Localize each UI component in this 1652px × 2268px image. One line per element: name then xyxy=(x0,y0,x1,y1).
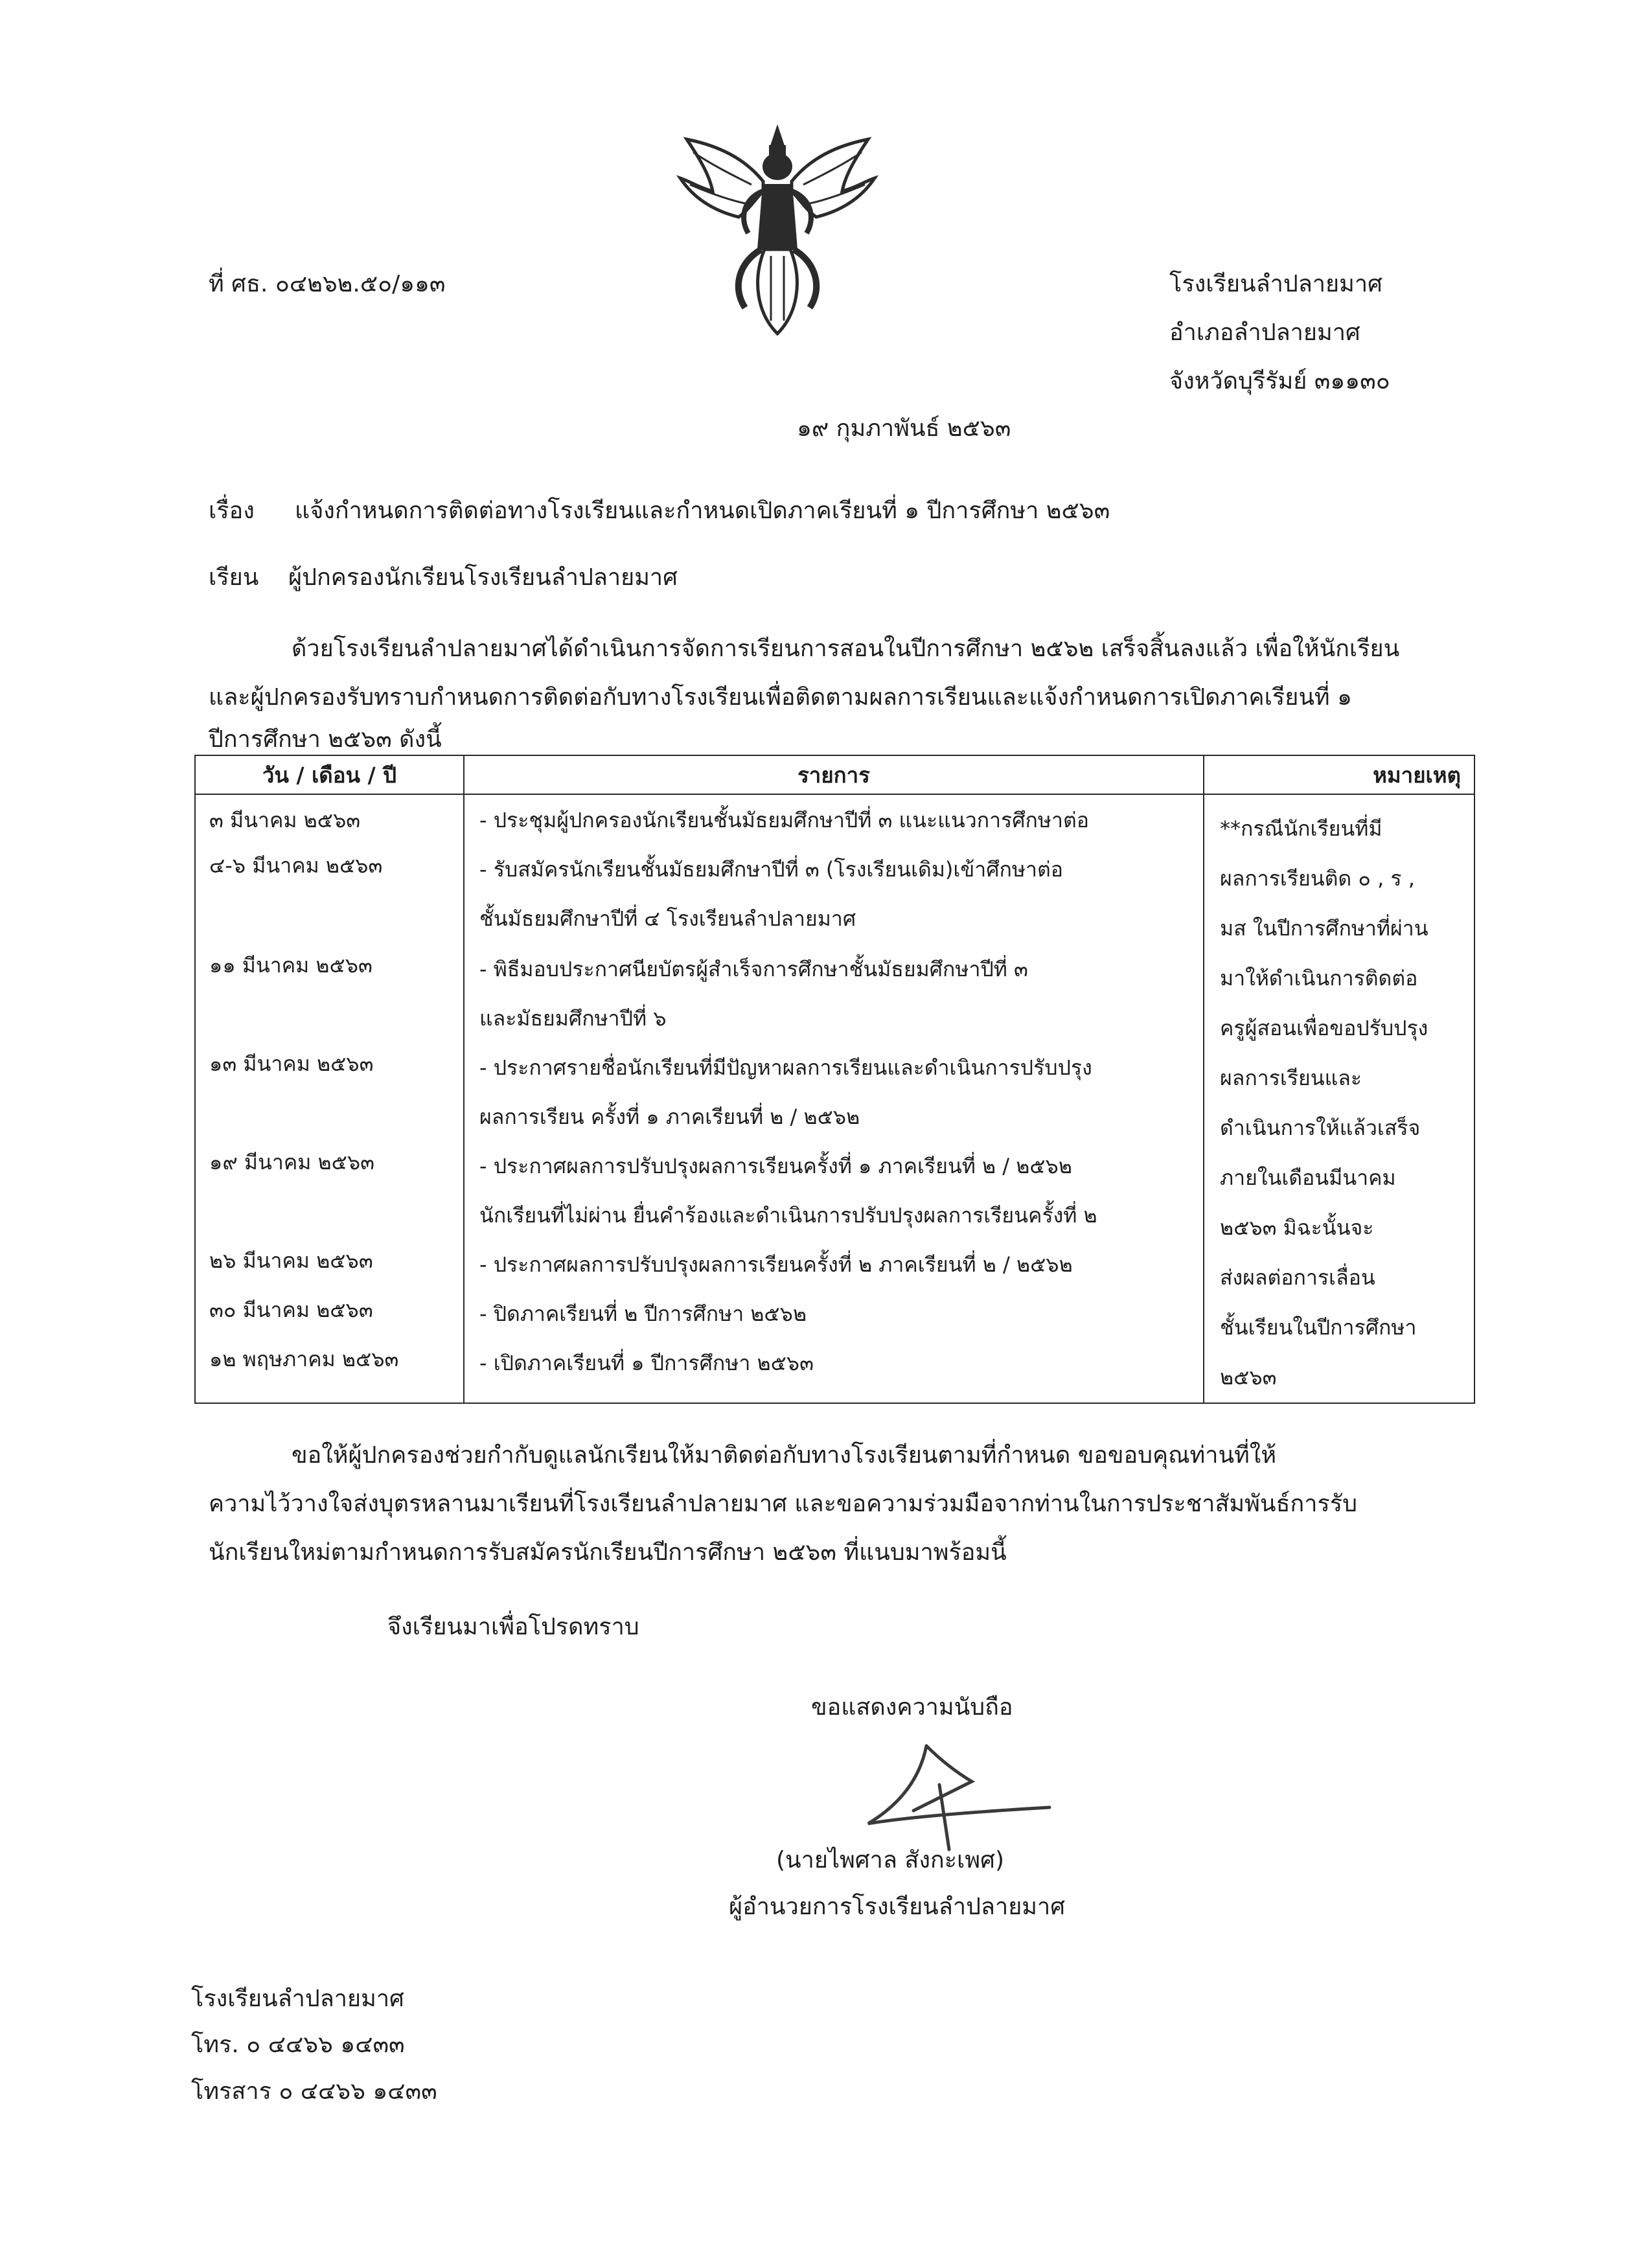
salutation-label: เรียน xyxy=(209,564,259,591)
footer-tel: โทร. ๐ ๔๔๖๖ ๑๔๓๓ xyxy=(191,2032,405,2058)
sender-district: อำเภอลำปลายมาศ xyxy=(1169,319,1360,346)
row-date: ๓ มีนาคม ๒๕๖๓ xyxy=(209,808,361,832)
row-item-text: - เปิดภาคเรียนที่ ๑ ปีการศึกษา ๒๕๖๓ xyxy=(479,1351,814,1375)
header-item: รายการ xyxy=(464,755,1204,794)
row-item-text: - ประกาศผลการปรับปรุงผลการเรียนครั้งที่ ๒ ภาคเรียนที่ ๒ / ๒๕๖๒ xyxy=(479,1252,1073,1277)
row-date: ๑๙ มีนาคม ๒๕๖๓ xyxy=(209,1150,375,1174)
header-date: วัน / เดือน / ปี xyxy=(195,755,464,794)
signer-title: ผู้อำนวยการโรงเรียนลำปลายมาศ xyxy=(729,1894,1066,1920)
row-date: ๑๑ มีนาคม ๒๕๖๓ xyxy=(209,953,373,978)
row-item-text-2: ผลการเรียน ครั้งที่ ๑ ภาคเรียนที่ ๒ / ๒๕๖๒ xyxy=(479,1105,860,1129)
remark-line: ผลการเรียนติด ๐ , ร , xyxy=(1220,866,1415,891)
row-date: ๔-๖ มีนาคม ๒๕๖๓ xyxy=(209,853,383,878)
row-item-text-2: ชั้นมัธยมศึกษาปีที่ ๔ โรงเรียนลำปลายมาศ xyxy=(479,906,856,931)
table-row xyxy=(195,794,1474,1403)
letter-date: ๑๙ กุมภาพันธ์ ๒๕๖๓ xyxy=(797,415,1011,442)
remark-line: มส ในปีการศึกษาที่ผ่าน xyxy=(1220,916,1428,941)
salutation-text: ผู้ปกครองนักเรียนโรงเรียนลำปลายมาศ xyxy=(288,564,678,591)
remark-line: ๒๕๖๓ มิฉะนั้นจะ xyxy=(1220,1215,1374,1240)
remark-line: ภายในเดือนมีนาคม xyxy=(1220,1165,1396,1190)
row-item xyxy=(465,1043,1202,1141)
row-item xyxy=(465,1240,1202,1289)
table-header-row xyxy=(195,755,1474,794)
remark-line: มาให้ดำเนินการติดต่อ xyxy=(1220,966,1418,991)
row-date: ๑๒ พฤษภาคม ๒๕๖๓ xyxy=(209,1347,399,1371)
date-column xyxy=(195,794,464,1403)
row-item xyxy=(465,1338,1202,1388)
reference-number: ที่ ศธ. ๐๔๒๖๒.๕๐/๑๑๓ xyxy=(209,271,446,297)
row-item-text-2: และมัธยมศึกษาปีที่ ๖ xyxy=(479,1006,667,1031)
footer-org: โรงเรียนลำปลายมาศ xyxy=(191,1986,404,2012)
closing-line-1: ขอให้ผู้ปกครองช่วยกำกับดูแลนักเรียนให้มาติดต่อกับทางโรงเรียนตามที่กำหนด ขอขอบคุณท่านที่ให้ xyxy=(292,1442,1277,1469)
row-item-text: - ประชุมผู้ปกครองนักเรียนชั้นมัธยมศึกษาปีที่ ๓ แนะแนวการศึกษาต่อ xyxy=(479,808,1089,832)
row-item-text: - พิธีมอบประกาศนียบัตรผู้สำเร็จการศึกษาชั้นมัธยมศึกษาปีที่ ๓ xyxy=(479,957,1028,981)
schedule-table xyxy=(194,755,1475,1404)
item-column xyxy=(464,794,1204,1403)
sender-name: โรงเรียนลำปลายมาศ xyxy=(1169,271,1382,297)
regards-text: ขอแสดงความนับถือ xyxy=(811,1694,1013,1721)
row-item xyxy=(465,945,1202,1043)
row-item xyxy=(465,845,1202,945)
sender-province: จังหวัดบุรีรัมย์ ๓๑๑๓๐ xyxy=(1169,368,1390,395)
intro-line-2: และผู้ปกครองรับทราบกำหนดการติดต่อกับทางโรงเรียนเพื่อติดตามผลการเรียนและแจ้งกำหนดการเปิดภาคเรียนที่ ๑ xyxy=(209,684,1352,711)
row-item-text: - ปิดภาคเรียนที่ ๒ ปีการศึกษา ๒๕๖๒ xyxy=(479,1301,807,1326)
row-date: ๑๓ มีนาคม ๒๕๖๓ xyxy=(209,1051,374,1076)
remark-line: ผลการเรียนและ xyxy=(1220,1066,1362,1090)
row-item-text-2: นักเรียนที่ไม่ผ่าน ยื่นคำร้องและดำเนินการปรับปรุงผลการเรียนครั้งที่ ๒ xyxy=(479,1203,1097,1228)
intro-line-1: ด้วยโรงเรียนลำปลายมาศได้ดำเนินการจัดการเรียนการสอนในปีการศึกษา ๒๕๖๒ เสร็จสิ้นลงแล้ว เพื่อให้นักเรียน xyxy=(292,636,1400,662)
intro-line-3: ปีการศึกษา ๒๕๖๓ ดังนี้ xyxy=(209,726,442,753)
header-remark: หมายเหตุ xyxy=(1204,755,1474,794)
remark-line: **กรณีนักเรียนที่มี xyxy=(1220,816,1382,841)
closing-request: จึงเรียนมาเพื่อโปรดทราบ xyxy=(387,1614,639,1640)
signer-name: (นายไพศาล สังกะเพศ) xyxy=(776,1847,1004,1873)
row-item xyxy=(465,796,1202,845)
signature-icon xyxy=(842,1739,1056,1853)
remark-line: ส่งผลต่อการเลื่อน xyxy=(1220,1265,1375,1290)
closing-line-3: นักเรียนใหม่ตามกำหนดการรับสมัครนักเรียนปีการศึกษา ๒๕๖๓ ที่แนบมาพร้อมนี้ xyxy=(209,1539,1007,1566)
row-item xyxy=(465,1289,1202,1338)
remark-line: ดำเนินการให้แล้วเสร็จ xyxy=(1220,1116,1421,1140)
closing-line-2: ความไว้วางใจส่งบุตรหลานมาเรียนที่โรงเรียนลำปลายมาศ และขอความร่วมมือจากท่านในการประชาสัมพันธ์การรับ xyxy=(209,1491,1357,1517)
row-date: ๒๖ มีนาคม ๒๕๖๓ xyxy=(209,1248,373,1273)
garuda-emblem-icon xyxy=(674,120,881,340)
subject-label: เรื่อง xyxy=(209,498,255,524)
subject-text: แจ้งกำหนดการติดต่อทางโรงเรียนและกำหนดเปิดภาคเรียนที่ ๑ ปีการศึกษา ๒๕๖๓ xyxy=(295,498,1110,524)
row-item-text: - ประกาศผลการปรับปรุงผลการเรียนครั้งที่ ๑ ภาคเรียนที่ ๒ / ๒๕๖๒ xyxy=(479,1154,1072,1178)
remark-line: ชั้นเรียนในปีการศึกษา xyxy=(1220,1315,1417,1340)
footer-fax: โทรสาร ๐ ๔๔๖๖ ๑๔๓๓ xyxy=(191,2078,437,2105)
row-date: ๓๐ มีนาคม ๒๕๖๓ xyxy=(209,1298,373,1322)
remark-column xyxy=(1204,794,1474,1403)
row-item-text: - รับสมัครนักเรียนชั้นมัธยมศึกษาปีที่ ๓ (โรงเรียนเดิม)เข้าศึกษาต่อ xyxy=(479,857,1063,882)
row-item-text: - ประกาศรายชื่อนักเรียนที่มีปัญหาผลการเรียนและดำเนินการปรับปรุง xyxy=(479,1055,1092,1080)
remark-line: ครูผู้สอนเพื่อขอปรับปรุง xyxy=(1220,1016,1428,1040)
row-item xyxy=(465,1141,1202,1240)
remark-line: ๒๕๖๓ xyxy=(1220,1365,1277,1390)
